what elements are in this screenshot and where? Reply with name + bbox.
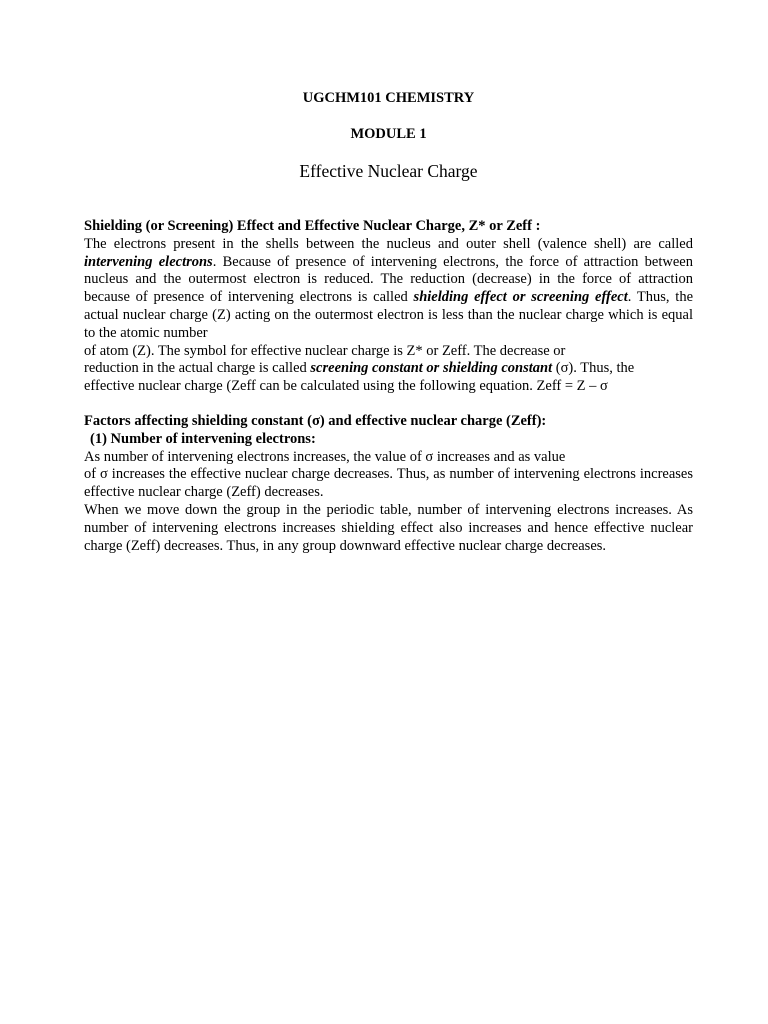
term-shielding-effect: shielding effect or screening effect: [413, 289, 628, 306]
paragraph-line: of atom (Z). The symbol for effective nuclear charge is Z* or Zeff. The decrease or: [84, 342, 566, 359]
section-heading: Shielding (or Screening) Effect and Effective Nuclear Charge, Z* or Zeff :: [84, 218, 541, 234]
section-factors: [84, 413, 693, 555]
course-code-heading: UGCHM101 CHEMISTRY: [302, 90, 475, 106]
paragraph-zeff-equation: effective nuclear charge (Zeff can be calculated using the following equation. Zeff = Z – σ: [84, 378, 608, 395]
term-intervening-electrons: intervening electrons: [84, 253, 213, 270]
paragraph-screening-constant: reduction in the actual charge is called screening constant or shielding constant (σ). Thus, the: [84, 360, 635, 377]
module-heading: MODULE 1: [350, 126, 427, 142]
section-shielding-effect: [84, 218, 693, 396]
paragraph-group-trend: When we move down the group in the periodic table, number of intervening electrons increases. As number of intervening electrons increases shielding effect also increases and hence effective nuclear charge (Zeff) decreases. Thus, in any group downward effective nuclear charge decreases.: [84, 501, 693, 554]
paragraph-intervening-electrons: The electrons present in the shells between the nucleus and outer shell (valence shell) are called intervening electrons. Because of presence of intervening electrons, the force of attraction between nucleus and the outermost electron is reduced. The reduction (decrease) in the force of attraction because of presence of intervening electrons is called shielding effect or screening effect. Thus, the actual nuclear charge (Z) acting on the outermost electron is less than the nuclear charge which is equal to the atomic number: [84, 235, 693, 341]
section-heading: Factors affecting shielding constant (σ) and effective nuclear charge (Zeff):: [84, 413, 547, 429]
term-screening-constant: screening constant or shielding constant: [310, 360, 553, 377]
paragraph-sigma-increase: of σ increases the effective nuclear charge decreases. Thus, as number of intervening electrons increases effective nuclear charge (Zeff) decreases.: [84, 466, 693, 501]
subsection-heading: (1) Number of intervening electrons:: [90, 430, 316, 447]
paragraph-line: As number of intervening electrons increases, the value of σ increases and as value: [84, 448, 566, 465]
page-title: Effective Nuclear Charge: [299, 161, 478, 181]
